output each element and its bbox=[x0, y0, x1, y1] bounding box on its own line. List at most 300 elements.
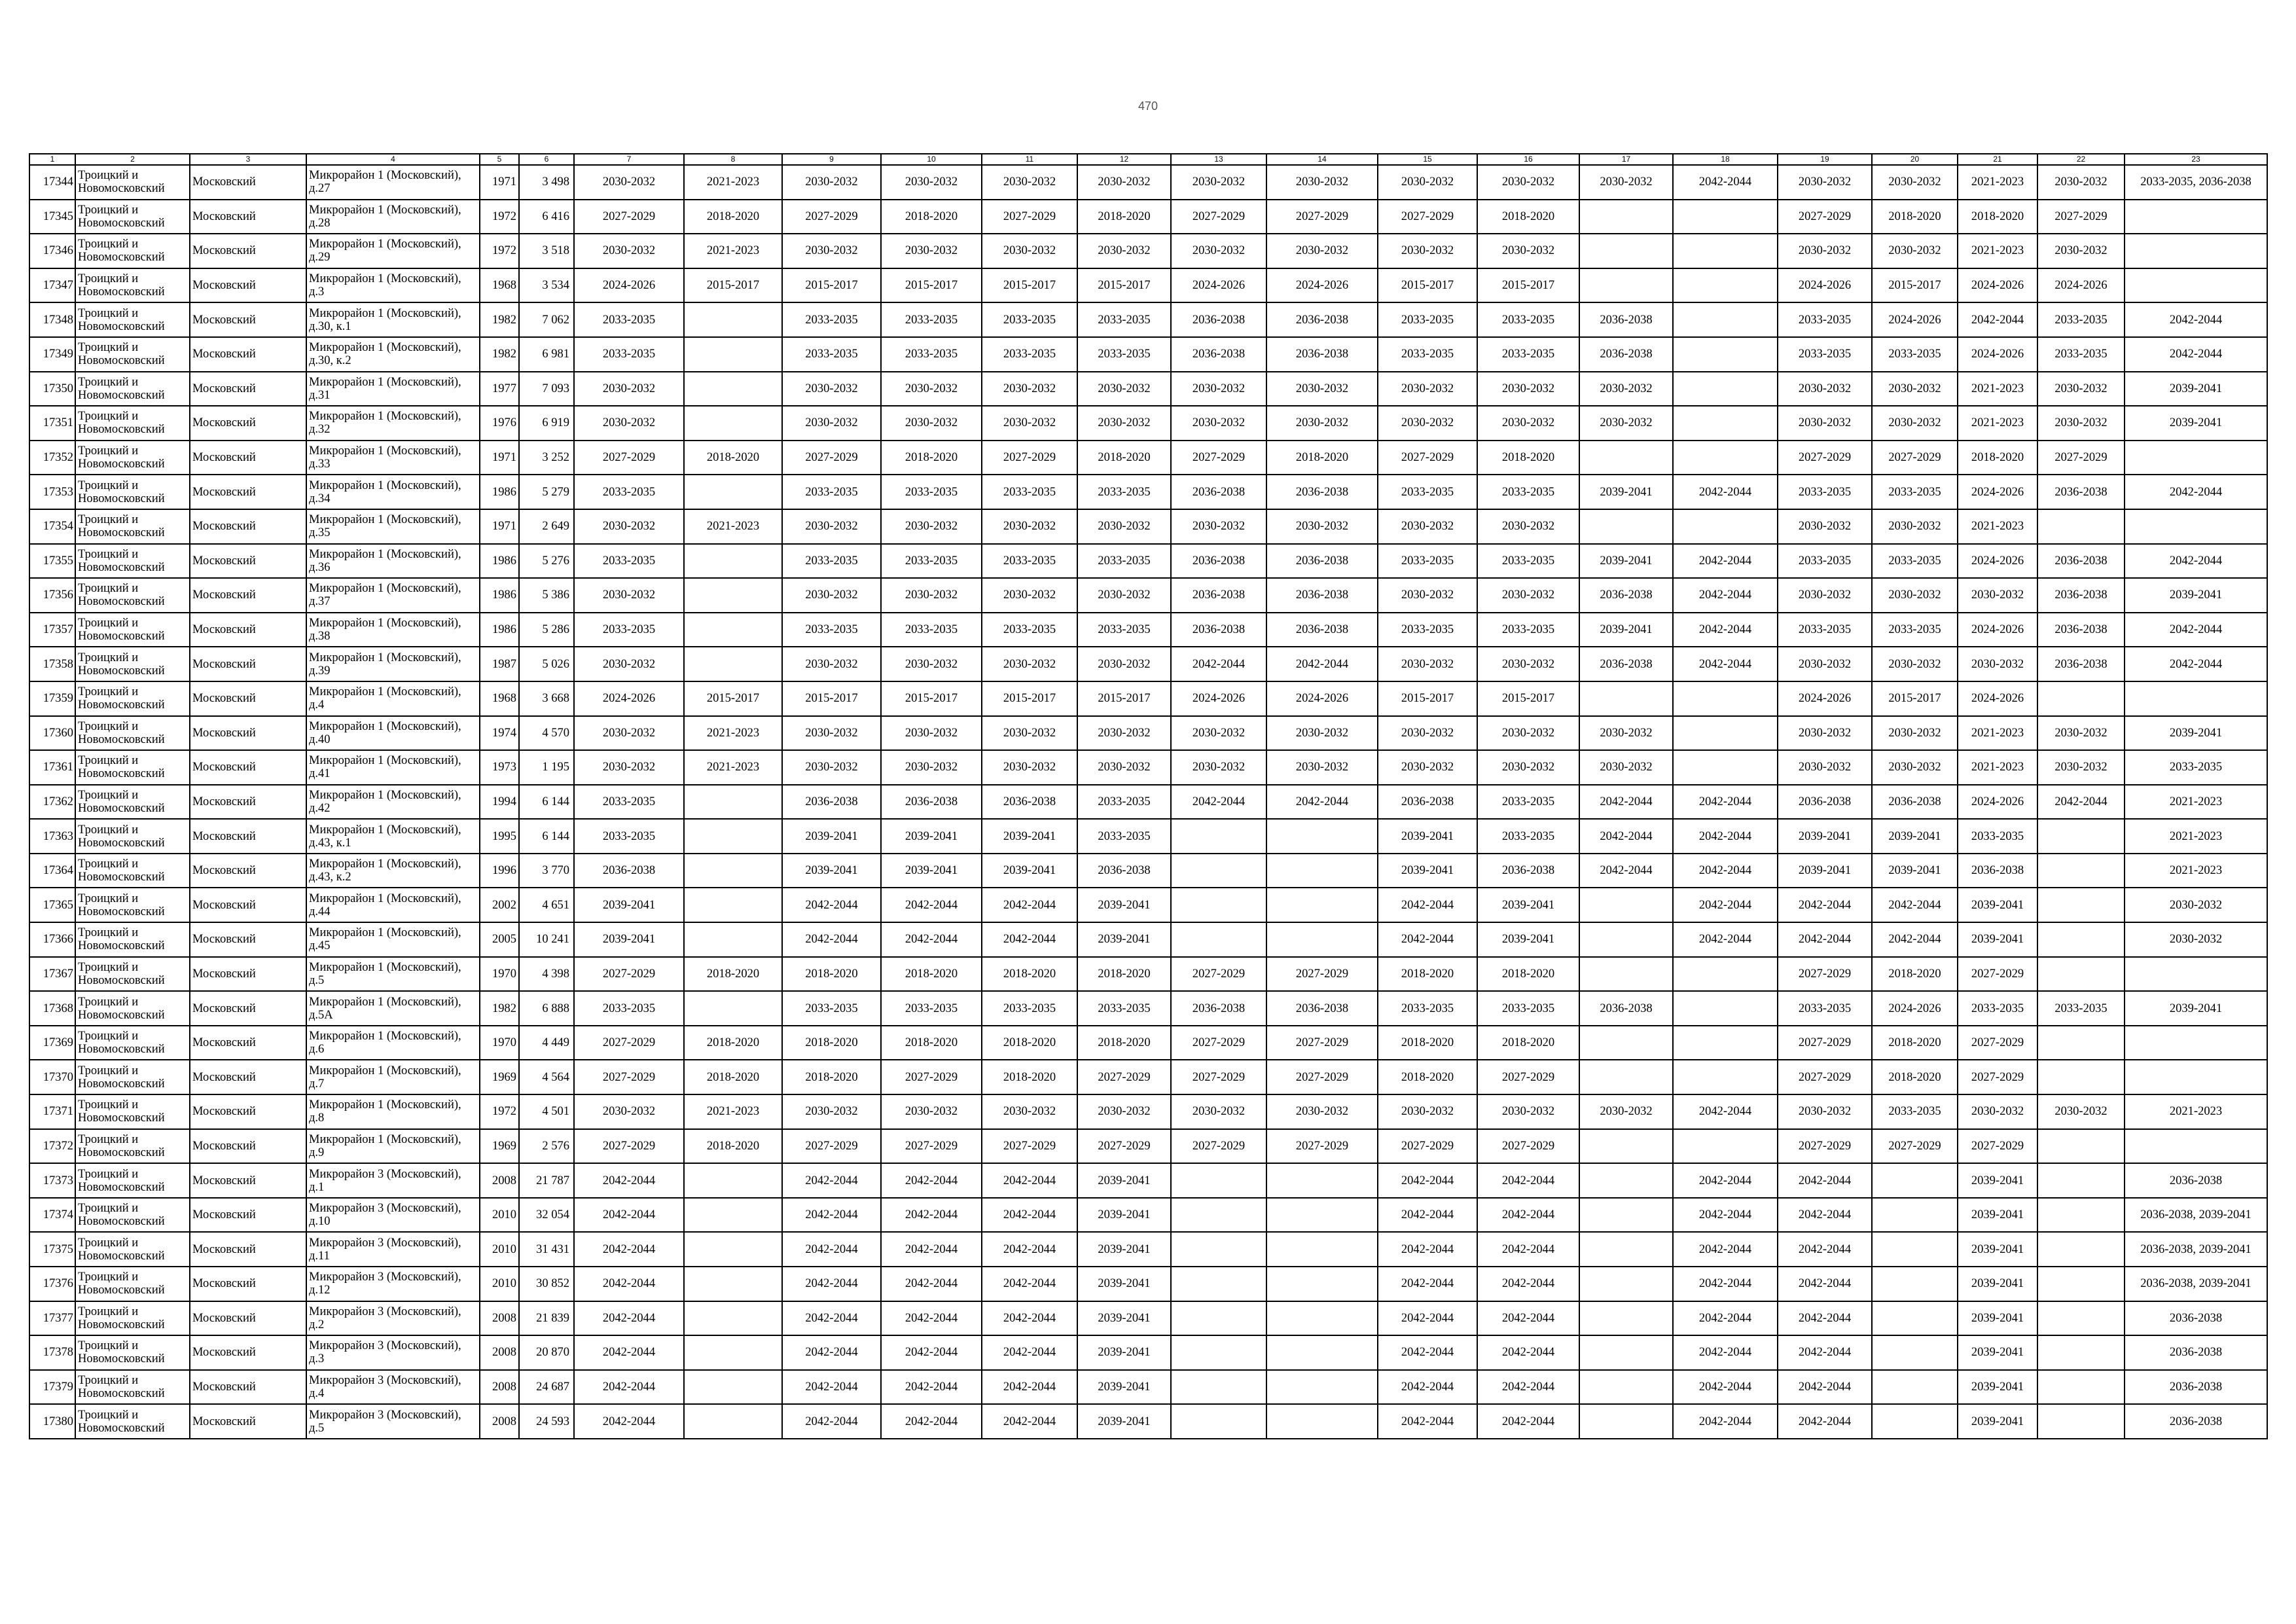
period-cell: 2024-2026 bbox=[574, 268, 684, 303]
period-cell: 2042-2044 bbox=[574, 1198, 684, 1233]
period-cell: 2024-2026 bbox=[1958, 337, 2037, 372]
district-cell: Московский bbox=[190, 716, 306, 751]
period-cell: 2033-2035 bbox=[1378, 475, 1477, 509]
period-cell: 2030-2032 bbox=[1778, 750, 1872, 785]
period-cell: 2033-2035 bbox=[1378, 613, 1477, 647]
district-cell: Московский bbox=[190, 475, 306, 509]
period-cell: 2042-2044 bbox=[1778, 888, 1872, 922]
period-cell bbox=[2037, 1335, 2125, 1370]
period-cell: 2042-2044 bbox=[1778, 922, 1872, 957]
row-id-cell: 17351 bbox=[29, 406, 75, 441]
period-cell: 2036-2038 bbox=[782, 785, 881, 820]
period-cell: 2042-2044 bbox=[1477, 1370, 1579, 1405]
okrug-cell: Троицкий и Новомосковский bbox=[75, 578, 190, 613]
period-cell bbox=[1579, 681, 1673, 716]
period-cell bbox=[2037, 1163, 2125, 1198]
row-id-cell: 17346 bbox=[29, 234, 75, 268]
period-cell bbox=[1872, 1163, 1958, 1198]
period-cell bbox=[1872, 1198, 1958, 1233]
period-cell: 2036-2038 bbox=[1872, 785, 1958, 820]
column-number-cell: 19 bbox=[1778, 154, 1872, 165]
period-cell: 2036-2038 bbox=[1266, 544, 1378, 579]
period-cell: 2042-2044 bbox=[574, 1370, 684, 1405]
period-cell: 2030-2032 bbox=[1477, 406, 1579, 441]
period-cell: 2033-2035 bbox=[574, 613, 684, 647]
period-cell: 2027-2029 bbox=[1171, 1129, 1266, 1164]
period-cell: 2027-2029 bbox=[1778, 1060, 1872, 1094]
address-cell: Микрорайон 1 (Московский), д.37 bbox=[306, 578, 480, 613]
period-cell: 2021-2023 bbox=[684, 234, 782, 268]
period-cell: 2036-2038 bbox=[1579, 991, 1673, 1026]
period-cell bbox=[684, 1198, 782, 1233]
period-cell bbox=[1673, 750, 1778, 785]
area-cell: 1 195 bbox=[519, 750, 574, 785]
period-cell: 2036-2038 bbox=[1266, 302, 1378, 337]
address-cell: Микрорайон 1 (Московский), д.39 bbox=[306, 647, 480, 681]
period-cell: 2018-2020 bbox=[1077, 200, 1171, 234]
period-cell: 2018-2020 bbox=[684, 441, 782, 475]
period-cell: 2021-2023 bbox=[1958, 406, 2037, 441]
period-cell: 2036-2038 bbox=[2037, 578, 2125, 613]
period-cell: 2030-2032 bbox=[574, 578, 684, 613]
period-cell bbox=[1266, 1335, 1378, 1370]
year-cell: 2008 bbox=[480, 1335, 519, 1370]
period-cell: 2030-2032 bbox=[1579, 372, 1673, 406]
year-cell: 1987 bbox=[480, 647, 519, 681]
period-cell: 2033-2035 bbox=[1378, 302, 1477, 337]
period-cell: 2039-2041 bbox=[1958, 1335, 2037, 1370]
period-cell: 2027-2029 bbox=[574, 1060, 684, 1094]
period-cell bbox=[1579, 1370, 1673, 1405]
period-cell: 2036-2038, 2039-2041 bbox=[2125, 1232, 2267, 1267]
area-cell: 31 431 bbox=[519, 1232, 574, 1267]
period-cell: 2027-2029 bbox=[1266, 200, 1378, 234]
period-cell: 2042-2044 bbox=[1778, 1301, 1872, 1336]
page-number: 470 bbox=[1138, 99, 1158, 113]
district-cell: Московский bbox=[190, 1094, 306, 1129]
period-cell: 2039-2041 bbox=[1077, 1267, 1171, 1301]
period-cell bbox=[684, 406, 782, 441]
period-cell: 2039-2041 bbox=[1077, 1198, 1171, 1233]
period-cell bbox=[1872, 1370, 1958, 1405]
year-cell: 1972 bbox=[480, 1094, 519, 1129]
address-cell: Микрорайон 3 (Московский), д.1 bbox=[306, 1163, 480, 1198]
period-cell: 2036-2038 bbox=[1266, 991, 1378, 1026]
period-cell bbox=[2037, 1301, 2125, 1336]
period-cell: 2027-2029 bbox=[1477, 1129, 1579, 1164]
period-cell: 2030-2032 bbox=[1778, 647, 1872, 681]
address-cell: Микрорайон 1 (Московский), д.5 bbox=[306, 957, 480, 992]
row-id-cell: 17362 bbox=[29, 785, 75, 820]
period-cell bbox=[1673, 1026, 1778, 1060]
area-cell: 3 534 bbox=[519, 268, 574, 303]
district-cell: Московский bbox=[190, 1370, 306, 1405]
table-row bbox=[29, 854, 2267, 888]
row-id-cell: 17363 bbox=[29, 819, 75, 854]
period-cell bbox=[1673, 268, 1778, 303]
okrug-cell: Троицкий и Новомосковский bbox=[75, 1163, 190, 1198]
okrug-cell: Троицкий и Новомосковский bbox=[75, 441, 190, 475]
period-cell: 2039-2041 bbox=[1077, 1335, 1171, 1370]
address-cell: Микрорайон 1 (Московский), д.3 bbox=[306, 268, 480, 303]
period-cell: 2030-2032 bbox=[982, 750, 1077, 785]
okrug-cell: Троицкий и Новомосковский bbox=[75, 1060, 190, 1094]
row-id-cell: 17352 bbox=[29, 441, 75, 475]
period-cell bbox=[2037, 1060, 2125, 1094]
period-cell: 2036-2038 bbox=[1579, 647, 1673, 681]
period-cell: 2033-2035 bbox=[881, 544, 982, 579]
address-cell: Микрорайон 1 (Московский), д.45 bbox=[306, 922, 480, 957]
period-cell: 2033-2035 bbox=[1872, 475, 1958, 509]
period-cell: 2030-2032 bbox=[1378, 406, 1477, 441]
period-cell bbox=[1266, 1370, 1378, 1405]
table-row bbox=[29, 1301, 2267, 1336]
period-cell: 2021-2023 bbox=[1958, 165, 2037, 200]
district-cell: Московский bbox=[190, 922, 306, 957]
area-cell: 2 649 bbox=[519, 509, 574, 544]
period-cell: 2033-2035 bbox=[881, 991, 982, 1026]
period-cell bbox=[1579, 1301, 1673, 1336]
period-cell: 2030-2032 bbox=[574, 647, 684, 681]
period-cell bbox=[1872, 1232, 1958, 1267]
period-cell: 2018-2020 bbox=[982, 957, 1077, 992]
year-cell: 2008 bbox=[480, 1404, 519, 1439]
period-cell: 2018-2020 bbox=[782, 1026, 881, 1060]
period-cell: 2039-2041 bbox=[1077, 922, 1171, 957]
address-cell: Микрорайон 3 (Московский), д.5 bbox=[306, 1404, 480, 1439]
period-cell: 2027-2029 bbox=[1266, 1129, 1378, 1164]
row-id-cell: 17360 bbox=[29, 716, 75, 751]
year-cell: 1970 bbox=[480, 1026, 519, 1060]
period-cell bbox=[1579, 1404, 1673, 1439]
period-cell: 2015-2017 bbox=[1477, 268, 1579, 303]
period-cell: 2036-2038 bbox=[1579, 578, 1673, 613]
period-cell: 2030-2032 bbox=[574, 234, 684, 268]
okrug-cell: Троицкий и Новомосковский bbox=[75, 681, 190, 716]
row-id-cell: 17372 bbox=[29, 1129, 75, 1164]
column-number-cell: 8 bbox=[684, 154, 782, 165]
column-number-cell: 18 bbox=[1673, 154, 1778, 165]
district-cell: Московский bbox=[190, 337, 306, 372]
period-cell: 2042-2044 bbox=[1378, 1198, 1477, 1233]
row-id-cell: 17379 bbox=[29, 1370, 75, 1405]
period-cell: 2042-2044 bbox=[1673, 1267, 1778, 1301]
okrug-cell: Троицкий и Новомосковский bbox=[75, 372, 190, 406]
period-cell: 2039-2041 bbox=[1378, 854, 1477, 888]
area-cell: 6 919 bbox=[519, 406, 574, 441]
period-cell: 2018-2020 bbox=[881, 200, 982, 234]
period-cell: 2030-2032 bbox=[1378, 509, 1477, 544]
period-cell: 2030-2032 bbox=[782, 406, 881, 441]
year-cell: 1974 bbox=[480, 716, 519, 751]
area-cell: 4 501 bbox=[519, 1094, 574, 1129]
period-cell: 2033-2035 bbox=[1778, 613, 1872, 647]
address-cell: Микрорайон 1 (Московский), д.43, к.1 bbox=[306, 819, 480, 854]
okrug-cell: Троицкий и Новомосковский bbox=[75, 200, 190, 234]
period-cell: 2015-2017 bbox=[684, 268, 782, 303]
period-cell: 2042-2044 bbox=[1673, 1232, 1778, 1267]
period-cell: 2018-2020 bbox=[1378, 957, 1477, 992]
period-cell: 2042-2044 bbox=[1673, 1301, 1778, 1336]
period-cell: 2039-2041 bbox=[1579, 475, 1673, 509]
period-cell bbox=[1579, 922, 1673, 957]
period-cell: 2030-2032 bbox=[881, 165, 982, 200]
period-cell: 2018-2020 bbox=[1477, 957, 1579, 992]
period-cell: 2018-2020 bbox=[1378, 1060, 1477, 1094]
period-cell: 2042-2044 bbox=[2125, 337, 2267, 372]
period-cell: 2036-2038 bbox=[1171, 613, 1266, 647]
period-cell bbox=[1579, 200, 1673, 234]
period-cell bbox=[1579, 268, 1673, 303]
row-id-cell: 17375 bbox=[29, 1232, 75, 1267]
period-cell: 2030-2032 bbox=[1077, 372, 1171, 406]
year-cell: 1971 bbox=[480, 441, 519, 475]
year-cell: 1968 bbox=[480, 681, 519, 716]
period-cell: 2042-2044 bbox=[1378, 888, 1477, 922]
period-cell: 2042-2044 bbox=[1378, 1232, 1477, 1267]
period-cell: 2042-2044 bbox=[1778, 1267, 1872, 1301]
period-cell: 2030-2032 bbox=[1378, 1094, 1477, 1129]
period-cell: 2036-2038 bbox=[2125, 1404, 2267, 1439]
year-cell: 1973 bbox=[480, 750, 519, 785]
area-cell: 30 852 bbox=[519, 1267, 574, 1301]
period-cell: 2036-2038 bbox=[1266, 613, 1378, 647]
period-cell: 2039-2041 bbox=[1958, 1370, 2037, 1405]
period-cell: 2042-2044 bbox=[881, 1232, 982, 1267]
okrug-cell: Троицкий и Новомосковский bbox=[75, 509, 190, 544]
district-cell: Московский bbox=[190, 819, 306, 854]
period-cell: 2042-2044 bbox=[782, 888, 881, 922]
period-cell bbox=[684, 1370, 782, 1405]
district-cell: Московский bbox=[190, 991, 306, 1026]
period-cell: 2027-2029 bbox=[1266, 1026, 1378, 1060]
column-number-cell: 12 bbox=[1077, 154, 1171, 165]
period-cell: 2033-2035 bbox=[1872, 613, 1958, 647]
district-cell: Московский bbox=[190, 1060, 306, 1094]
period-cell bbox=[1171, 1198, 1266, 1233]
address-cell: Микрорайон 1 (Московский), д.30, к.1 bbox=[306, 302, 480, 337]
period-cell: 2042-2044 bbox=[881, 1198, 982, 1233]
address-cell: Микрорайон 3 (Московский), д.12 bbox=[306, 1267, 480, 1301]
period-cell: 2036-2038 bbox=[1171, 302, 1266, 337]
period-cell: 2030-2032 bbox=[574, 372, 684, 406]
period-cell: 2027-2029 bbox=[782, 200, 881, 234]
period-cell: 2030-2032 bbox=[881, 1094, 982, 1129]
period-cell: 2033-2035 bbox=[881, 302, 982, 337]
address-cell: Микрорайон 1 (Московский), д.29 bbox=[306, 234, 480, 268]
period-cell: 2027-2029 bbox=[574, 441, 684, 475]
year-cell: 1970 bbox=[480, 957, 519, 992]
period-cell: 2024-2026 bbox=[1778, 681, 1872, 716]
period-cell: 2018-2020 bbox=[881, 957, 982, 992]
period-cell bbox=[1579, 441, 1673, 475]
period-cell: 2030-2032 bbox=[1872, 647, 1958, 681]
period-cell: 2027-2029 bbox=[574, 200, 684, 234]
period-cell: 2018-2020 bbox=[1872, 200, 1958, 234]
period-cell: 2018-2020 bbox=[1266, 441, 1378, 475]
district-cell: Московский bbox=[190, 1163, 306, 1198]
period-cell: 2015-2017 bbox=[782, 268, 881, 303]
table-row bbox=[29, 888, 2267, 922]
period-cell: 2042-2044 bbox=[1673, 165, 1778, 200]
period-cell: 2036-2038 bbox=[2125, 1301, 2267, 1336]
period-cell: 2042-2044 bbox=[574, 1335, 684, 1370]
period-cell: 2030-2032 bbox=[2037, 165, 2125, 200]
period-cell bbox=[1171, 1163, 1266, 1198]
column-number-cell: 11 bbox=[982, 154, 1077, 165]
period-cell bbox=[684, 922, 782, 957]
period-cell: 2030-2032 bbox=[1171, 750, 1266, 785]
row-id-cell: 17365 bbox=[29, 888, 75, 922]
okrug-cell: Троицкий и Новомосковский bbox=[75, 1232, 190, 1267]
okrug-cell: Троицкий и Новомосковский bbox=[75, 475, 190, 509]
period-cell bbox=[2125, 1129, 2267, 1164]
period-cell: 2042-2044 bbox=[1378, 1267, 1477, 1301]
address-cell: Микрорайон 3 (Московский), д.10 bbox=[306, 1198, 480, 1233]
okrug-cell: Троицкий и Новомосковский bbox=[75, 234, 190, 268]
area-cell: 4 570 bbox=[519, 716, 574, 751]
period-cell: 2042-2044 bbox=[2125, 613, 2267, 647]
period-cell: 2021-2023 bbox=[684, 750, 782, 785]
period-cell bbox=[1579, 1335, 1673, 1370]
row-id-cell: 17377 bbox=[29, 1301, 75, 1336]
period-cell: 2027-2029 bbox=[2037, 200, 2125, 234]
period-cell: 2039-2041 bbox=[1477, 922, 1579, 957]
period-cell: 2042-2044 bbox=[1673, 1163, 1778, 1198]
period-cell: 2042-2044 bbox=[982, 922, 1077, 957]
period-cell: 2030-2032 bbox=[1477, 716, 1579, 751]
period-cell: 2030-2032 bbox=[574, 716, 684, 751]
year-cell: 1972 bbox=[480, 200, 519, 234]
address-cell: Микрорайон 1 (Московский), д.27 bbox=[306, 165, 480, 200]
period-cell: 2042-2044 bbox=[1778, 1163, 1872, 1198]
period-cell bbox=[684, 1163, 782, 1198]
period-cell: 2030-2032 bbox=[2037, 716, 2125, 751]
period-cell: 2030-2032 bbox=[1077, 509, 1171, 544]
table-row bbox=[29, 302, 2267, 337]
period-cell: 2027-2029 bbox=[982, 1129, 1077, 1164]
period-cell: 2033-2035 bbox=[1077, 991, 1171, 1026]
period-cell: 2039-2041 bbox=[1778, 819, 1872, 854]
period-cell bbox=[1673, 441, 1778, 475]
period-cell: 2030-2032 bbox=[1171, 406, 1266, 441]
period-cell: 2027-2029 bbox=[574, 1026, 684, 1060]
period-cell: 2036-2038 bbox=[1778, 785, 1872, 820]
period-cell: 2036-2038 bbox=[1266, 475, 1378, 509]
period-cell: 2036-2038 bbox=[2037, 613, 2125, 647]
table-row bbox=[29, 234, 2267, 268]
period-cell: 2018-2020 bbox=[881, 1026, 982, 1060]
address-cell: Микрорайон 3 (Московский), д.11 bbox=[306, 1232, 480, 1267]
period-cell: 2042-2044 bbox=[574, 1301, 684, 1336]
period-cell bbox=[2125, 234, 2267, 268]
district-cell: Московский bbox=[190, 1232, 306, 1267]
area-cell: 20 870 bbox=[519, 1335, 574, 1370]
period-cell: 2030-2032 bbox=[2125, 922, 2267, 957]
period-cell: 2027-2029 bbox=[1077, 1060, 1171, 1094]
period-cell bbox=[684, 647, 782, 681]
area-cell: 2 576 bbox=[519, 1129, 574, 1164]
district-cell: Московский bbox=[190, 785, 306, 820]
period-cell: 2042-2044 bbox=[881, 1370, 982, 1405]
period-cell bbox=[1266, 1198, 1378, 1233]
period-cell: 2033-2035 bbox=[782, 991, 881, 1026]
period-cell: 2024-2026 bbox=[2037, 268, 2125, 303]
period-cell: 2042-2044 bbox=[2125, 647, 2267, 681]
period-cell: 2030-2032 bbox=[2037, 750, 2125, 785]
period-cell: 2024-2026 bbox=[574, 681, 684, 716]
period-cell: 2042-2044 bbox=[1266, 785, 1378, 820]
address-cell: Микрорайон 1 (Московский), д.30, к.2 bbox=[306, 337, 480, 372]
period-cell: 2027-2029 bbox=[1872, 441, 1958, 475]
period-cell bbox=[1266, 1232, 1378, 1267]
period-cell: 2036-2038 bbox=[1378, 785, 1477, 820]
year-cell: 1986 bbox=[480, 544, 519, 579]
period-cell: 2039-2041 bbox=[574, 888, 684, 922]
period-cell bbox=[1171, 888, 1266, 922]
period-cell: 2018-2020 bbox=[1872, 957, 1958, 992]
year-cell: 1982 bbox=[480, 302, 519, 337]
period-cell: 2042-2044 bbox=[1579, 785, 1673, 820]
period-cell: 2042-2044 bbox=[982, 1404, 1077, 1439]
district-cell: Московский bbox=[190, 302, 306, 337]
year-cell: 1977 bbox=[480, 372, 519, 406]
period-cell: 2030-2032 bbox=[2037, 1094, 2125, 1129]
period-cell: 2039-2041 bbox=[881, 819, 982, 854]
column-number-cell: 5 bbox=[480, 154, 519, 165]
period-cell: 2030-2032 bbox=[574, 509, 684, 544]
period-cell: 2042-2044 bbox=[1778, 1198, 1872, 1233]
district-cell: Московский bbox=[190, 1026, 306, 1060]
period-cell: 2033-2035 bbox=[2037, 991, 2125, 1026]
period-cell bbox=[1579, 509, 1673, 544]
period-cell: 2036-2038 bbox=[1171, 544, 1266, 579]
period-cell: 2039-2041 bbox=[1077, 1370, 1171, 1405]
district-cell: Московский bbox=[190, 544, 306, 579]
period-cell: 2030-2032 bbox=[1266, 234, 1378, 268]
district-cell: Московский bbox=[190, 1335, 306, 1370]
period-cell: 2030-2032 bbox=[1778, 165, 1872, 200]
period-cell: 2042-2044 bbox=[881, 1335, 982, 1370]
year-cell: 1971 bbox=[480, 509, 519, 544]
period-cell: 2015-2017 bbox=[881, 268, 982, 303]
period-cell bbox=[684, 475, 782, 509]
table-row bbox=[29, 268, 2267, 303]
district-cell: Московский bbox=[190, 578, 306, 613]
period-cell: 2027-2029 bbox=[1778, 200, 1872, 234]
period-cell: 2030-2032 bbox=[1266, 372, 1378, 406]
area-cell: 6 144 bbox=[519, 785, 574, 820]
period-cell: 2033-2035 bbox=[782, 613, 881, 647]
table-row bbox=[29, 372, 2267, 406]
period-cell: 2030-2032 bbox=[1872, 406, 1958, 441]
area-cell: 5 286 bbox=[519, 613, 574, 647]
address-cell: Микрорайон 1 (Московский), д.8 bbox=[306, 1094, 480, 1129]
period-cell bbox=[1266, 854, 1378, 888]
period-cell: 2033-2035 bbox=[1778, 544, 1872, 579]
period-cell: 2042-2044 bbox=[2125, 475, 2267, 509]
district-cell: Московский bbox=[190, 441, 306, 475]
period-cell: 2015-2017 bbox=[982, 268, 1077, 303]
period-cell: 2036-2038 bbox=[1171, 578, 1266, 613]
year-cell: 2008 bbox=[480, 1301, 519, 1336]
period-cell bbox=[1673, 337, 1778, 372]
area-cell: 3 252 bbox=[519, 441, 574, 475]
period-cell: 2033-2035 bbox=[1477, 785, 1579, 820]
period-cell: 2030-2032 bbox=[1378, 750, 1477, 785]
period-cell: 2036-2038 bbox=[881, 785, 982, 820]
period-cell bbox=[684, 1301, 782, 1336]
